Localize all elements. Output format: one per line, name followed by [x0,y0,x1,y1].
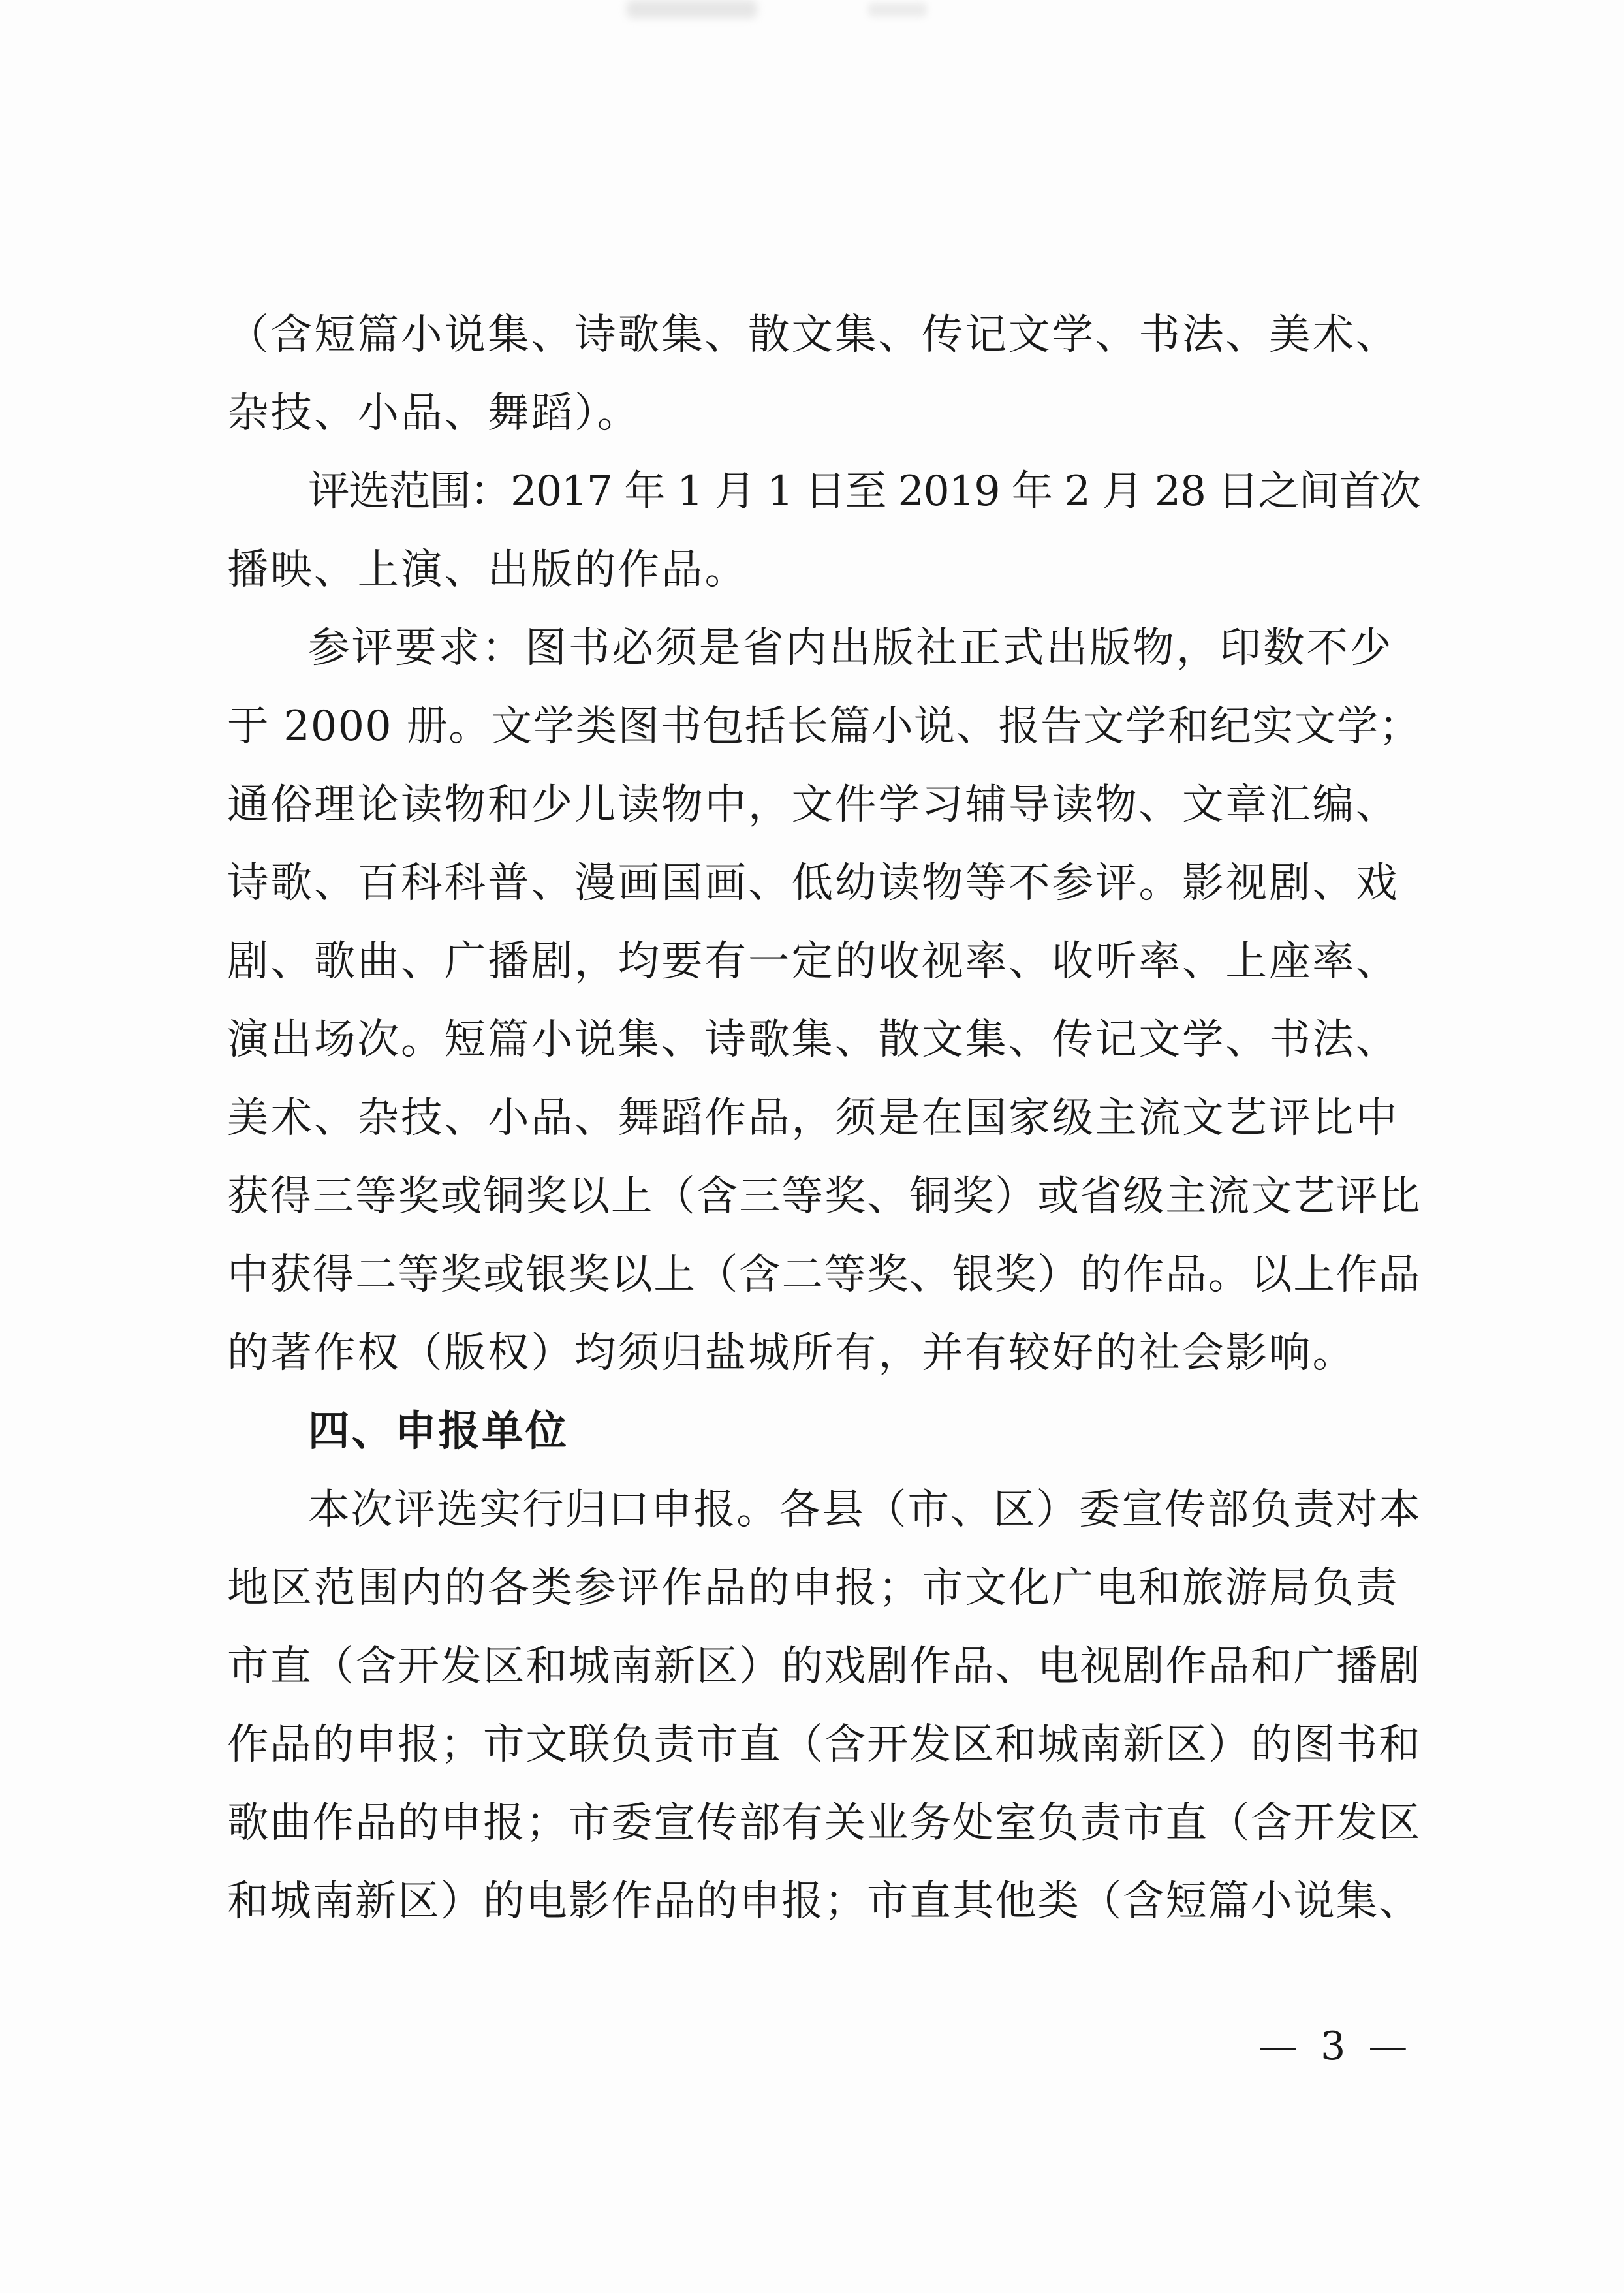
section-heading: 四、申报单位 [308,1407,569,1455]
body-line: 地区范围内的各类参评作品的申报；市文化广电和旅游局负责 [227,1563,1399,1612]
page-number: — 3 — [1258,2023,1413,2069]
body-line: 通俗理论读物和少儿读物中，文件学习辅导读物、文章汇编、 [227,780,1399,828]
body-line: 评选范围：2017 年 1 月 1 日至 2019 年 2 月 28 日之间首次 [308,467,1420,515]
body-line: 本次评选实行归口申报。各县（市、区）委宣传部负责对本 [308,1485,1422,1533]
body-line: （含短篇小说集、诗歌集、散文集、传记文学、书法、美术、 [227,310,1399,358]
body-line: 剧、歌曲、广播剧，均要有一定的收视率、收听率、上座率、 [227,937,1399,985]
body-line: 播映、上演、出版的作品。 [227,545,748,593]
body-line: 于 2000 册。文学类图书包括长篇小说、报告文学和纪实文学； [227,702,1422,750]
body-line: 获得三等奖或铜奖以上（含三等奖、铜奖）或省级主流文艺评比 [227,1172,1422,1220]
body-line: 作品的申报；市文联负责市直（含开发区和城南新区）的图书和 [227,1720,1422,1768]
document-body [227,295,1425,1940]
scan-artifact [627,0,757,18]
body-line: 参评要求：图书必须是省内出版社正式出版物，印数不少 [308,623,1394,672]
body-line: 市直（含开发区和城南新区）的戏剧作品、电视剧作品和广播剧 [227,1642,1422,1690]
body-line: 诗歌、百科科普、漫画国画、低幼读物等不参评。影视剧、戏 [227,858,1399,907]
body-line: 歌曲作品的申报；市委宣传部有关业务处室负责市直（含开发区 [227,1798,1422,1847]
body-line: 美术、杂技、小品、舞蹈作品，须是在国家级主流文艺评比中 [227,1093,1399,1142]
body-line: 杂技、小品、舞蹈）。 [227,388,641,437]
body-line: 的著作权（版权）均须归盐城所有，并有较好的社会影响。 [227,1328,1356,1377]
body-line: 中获得二等奖或银奖以上（含二等奖、银奖）的作品。以上作品 [227,1250,1422,1298]
body-line: 演出场次。短篇小说集、诗歌集、散文集、传记文学、书法、 [227,1015,1399,1063]
body-line: 和城南新区）的电影作品的申报；市直其他类（含短篇小说集、 [227,1877,1422,1925]
scan-artifact [868,3,927,17]
